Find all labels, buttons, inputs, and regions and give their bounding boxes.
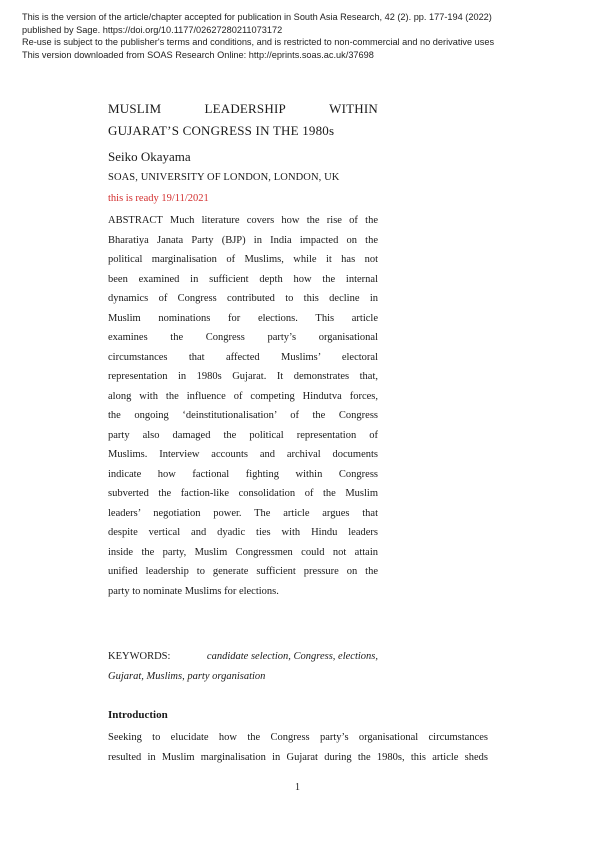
- notice-line-3: Re-use is subject to the publisher's terms and conditions, and is restricted to non-commercial and no derivative uses: [22, 37, 495, 47]
- page-number: 1: [295, 782, 300, 793]
- abstract-line: despite vertical and dyadic ties with Hindu leaders: [108, 527, 378, 538]
- abstract-line: leaders’ negotiation power. The article argues that: [108, 507, 378, 519]
- abstract-line: along with the influence of competing Hindutva forces,: [108, 390, 378, 402]
- abstract-line: circumstances that affected Muslims’ electoral: [108, 351, 378, 363]
- abstract-line: the ongoing ‘deinstitutionalisation’ of the Congress: [108, 410, 378, 421]
- abstract: [108, 211, 378, 601]
- abstract-line: party to nominate Muslims for elections.: [108, 585, 279, 597]
- abstract-line: unified leadership to generate sufficient pressure on the: [108, 566, 378, 577]
- abstract-line: dynamics of Congress contributed to this decline in: [108, 293, 378, 304]
- abstract-line: examines the Congress party’s organisational: [108, 332, 378, 343]
- title-line-1: [108, 98, 378, 120]
- abstract-line: ABSTRACT Much literature covers how the rise of the: [108, 215, 378, 226]
- author-name: Seiko Okayama: [108, 149, 191, 164]
- keywords-label: KEYWORDS:: [108, 651, 171, 662]
- abstract-line: representation in 1980s Gujarat. It demonstrates that,: [108, 371, 378, 382]
- body-line: resulted in Muslim marginalisation in Gujarat during the 1980s, this article sheds: [108, 752, 488, 763]
- author-affiliation: SOAS, UNIVERSITY OF LONDON, LONDON, UK: [108, 172, 340, 183]
- abstract-line: Muslim nominations for elections. This article: [108, 312, 378, 324]
- article-title: [108, 98, 378, 142]
- abstract-line: Muslims. Interview accounts and archival documents: [108, 449, 378, 460]
- title-word: MUSLIM: [108, 101, 162, 116]
- abstract-line: indicate how factional fighting within Congress: [108, 468, 378, 480]
- publication-notice: [22, 11, 582, 61]
- title-word: LEADERSHIP: [204, 101, 286, 116]
- body-line: Seeking to elucidate how the Congress party’s organisational circumstances: [108, 732, 488, 743]
- notice-line-2: published by Sage. https://doi.org/10.1177/02627280211073172: [22, 24, 283, 35]
- notice-line-1: This is the version of the article/chapter accepted for publication in South Asia Research, 42 (2). pp. 177-194 (2022): [22, 12, 492, 22]
- abstract-line: Bharatiya Janata Party (BJP) in India impacted on the: [108, 234, 378, 246]
- ready-note: this is ready 19/11/2021: [108, 193, 209, 204]
- introduction-text: [108, 728, 488, 768]
- section-heading-introduction: Introduction: [108, 709, 168, 721]
- notice-line-4: This version downloaded from SOAS Research Online: http://eprints.soas.ac.uk/37698: [22, 49, 374, 60]
- abstract-line: subverted the faction-like consolidation of the Muslim: [108, 488, 378, 499]
- keywords: [108, 647, 378, 686]
- title-word: WITHIN: [329, 101, 378, 116]
- keywords-terms: candidate selection, Congress, elections,: [206, 651, 378, 662]
- abstract-line: inside the party, Muslim Congressmen could not attain: [108, 546, 378, 558]
- title-line-2: GUJARAT’S CONGRESS IN THE 1980s: [108, 123, 335, 138]
- keywords-line-1: [108, 647, 378, 667]
- abstract-line: party also damaged the political representation of: [108, 429, 378, 441]
- abstract-line: political marginalisation of Muslims, while it has not: [108, 254, 378, 265]
- abstract-line: been examined in sufficient depth how the internal: [108, 273, 378, 285]
- keywords-line-2: Gujarat, Muslims, party organisation: [108, 670, 266, 682]
